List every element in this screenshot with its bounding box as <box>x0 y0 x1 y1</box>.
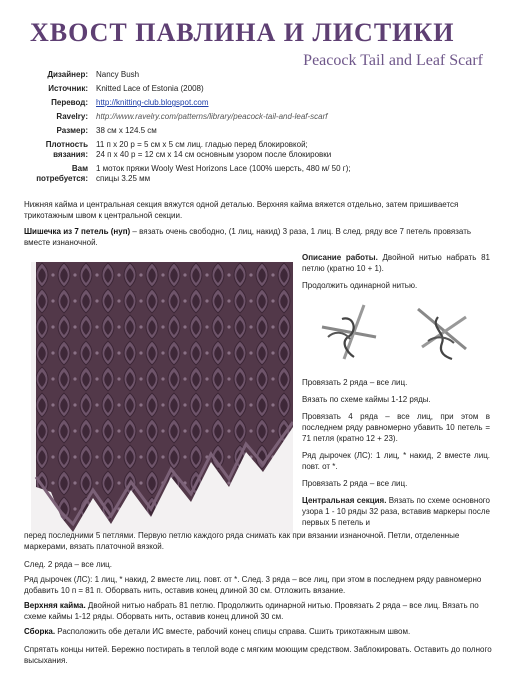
single-yarn-note: Продолжить одинарной нитью. <box>302 281 418 290</box>
bobble-paragraph: Шишечка из 7 петель (нуп) – вязать очень свободно, (1 лиц, накид) 3 раза, 1 лиц. В след. ряду все 7 петель провязать вместе изнаночной. <box>24 227 472 247</box>
translation-label: Перевод: <box>51 98 88 107</box>
scarf-lace-image <box>31 262 293 534</box>
page-subtitle: Peacock Tail and Leaf Scarf <box>303 52 483 69</box>
materials-label: Вам потребуется: <box>36 164 88 183</box>
source-value: Knitted Lace of Estonia (2008) <box>96 84 204 93</box>
pattern-info <box>28 70 468 188</box>
step-knit-rows: Провязать 2 ряда – все лиц. <box>302 378 408 387</box>
next-rows: След. 2 ряда – все лиц. <box>24 560 112 569</box>
assembly-paragraph: Сборка. Расположить обе детали ИС вместе, рабочий конец спицы справа. Сшить трикотажным швом. <box>24 627 411 636</box>
materials-value: 1 моток пряжи Wooly West Horizons Lace (100% шерсть, 480 м/ 50 г); спицы 3.25 мм <box>96 164 351 183</box>
size-row <box>28 126 468 136</box>
ravelry-label: Ravelry: <box>56 112 88 121</box>
size-label: Размер: <box>56 126 88 135</box>
density-value: 11 п х 20 р = 5 см х 5 см лиц. гладью перед блокировкой; 24 п х 40 р = 12 см х 14 см основным узором после блокировки <box>96 140 332 159</box>
intro-paragraph: Нижняя кайма и центральная секция вяжутся одной деталью. Верхняя кайма вяжется отдельно, затем пришивается трикотажным швом к центральной секции. <box>24 200 459 220</box>
crossed-needles-icon <box>314 297 384 367</box>
ravelry-link[interactable]: http://www.ravelry.com/patterns/library/peacock-tail-and-leaf-scarf <box>96 112 328 121</box>
translation-row <box>28 98 468 108</box>
step-knit-rows-2: Провязать 2 ряда – все лиц. <box>302 479 408 488</box>
step-decrease: Провязать 4 ряда – все лиц, при этом в последнем ряду равномерно убавить 10 петель = 71 петля (кратно 12 + 23). <box>302 412 490 443</box>
step-eyelet-row: Ряд дырочек (ЛС): 1 лиц, * накид, 2 вместе лиц. повт. от *. <box>302 451 490 471</box>
center-section-paragraph: Центральная секция. Вязать по схеме основного узора 1 - 10 ряды 32 раза, вставив маркеры после первых 5 петель и <box>302 496 490 527</box>
ravelry-row <box>28 112 468 122</box>
page-title: ХВОСТ ПАВЛИНА И ЛИСТИКИ <box>30 18 455 47</box>
scarf-photo <box>31 262 293 534</box>
top-border-paragraph: Верхняя кайма. Двойной нитью набрать 81 петлю. Продолжить одинарной нитью. Провязать 2 ряда – все лиц. Вязать по схеме каймы 1-12 ряды. Оборвать нить, оставив конец длиной 30 см. <box>24 601 479 621</box>
bobble-title: Шишечка из 7 петель (нуп) <box>24 227 131 236</box>
step-border-chart: Вязать по схеме каймы 1-12 ряды. <box>302 395 431 404</box>
source-label: Источник: <box>48 84 88 93</box>
finishing-paragraph: Спрятать концы нитей. Бережно постирать в теплой воде с мягким моющим средством. Заблокировать. Оставить до полного высыхания. <box>24 645 492 665</box>
designer-value: Nancy Bush <box>96 70 140 79</box>
size-value: 38 см х 124.5 см <box>96 126 157 135</box>
translation-link[interactable]: http://knitting-club.blogspot.com <box>96 98 209 107</box>
crossed-needles-icon <box>408 297 478 367</box>
designer-label: Дизайнер: <box>47 70 88 79</box>
description-paragraph: Описание работы. Двойной нитью набрать 81 петлю (кратно 10 + 1). <box>302 253 491 273</box>
materials-row <box>28 164 468 184</box>
designer-row <box>28 70 468 80</box>
source-row <box>28 84 468 94</box>
center-continuation: перед последними 5 петлями. Первую петлю каждого ряда снимать как при вязании изнаночной. Петли, отделенные маркерами, вязать платочной вязкой. <box>24 531 460 551</box>
density-label: Плотность вязания: <box>45 140 88 159</box>
eyelet-increase: Ряд дырочек (ЛС): 1 лиц, * накид, 2 вместе лиц. повт. от *. След. 3 ряда – все лиц, при этом в последнем ряду равномерно добавить 10 п = 81 п. Оборвать нить, оставив конец длиной 30 см. Отложить вязание. <box>24 575 482 595</box>
instructions-column <box>302 252 490 534</box>
needle-illustrations <box>302 297 490 367</box>
density-row <box>28 140 468 160</box>
